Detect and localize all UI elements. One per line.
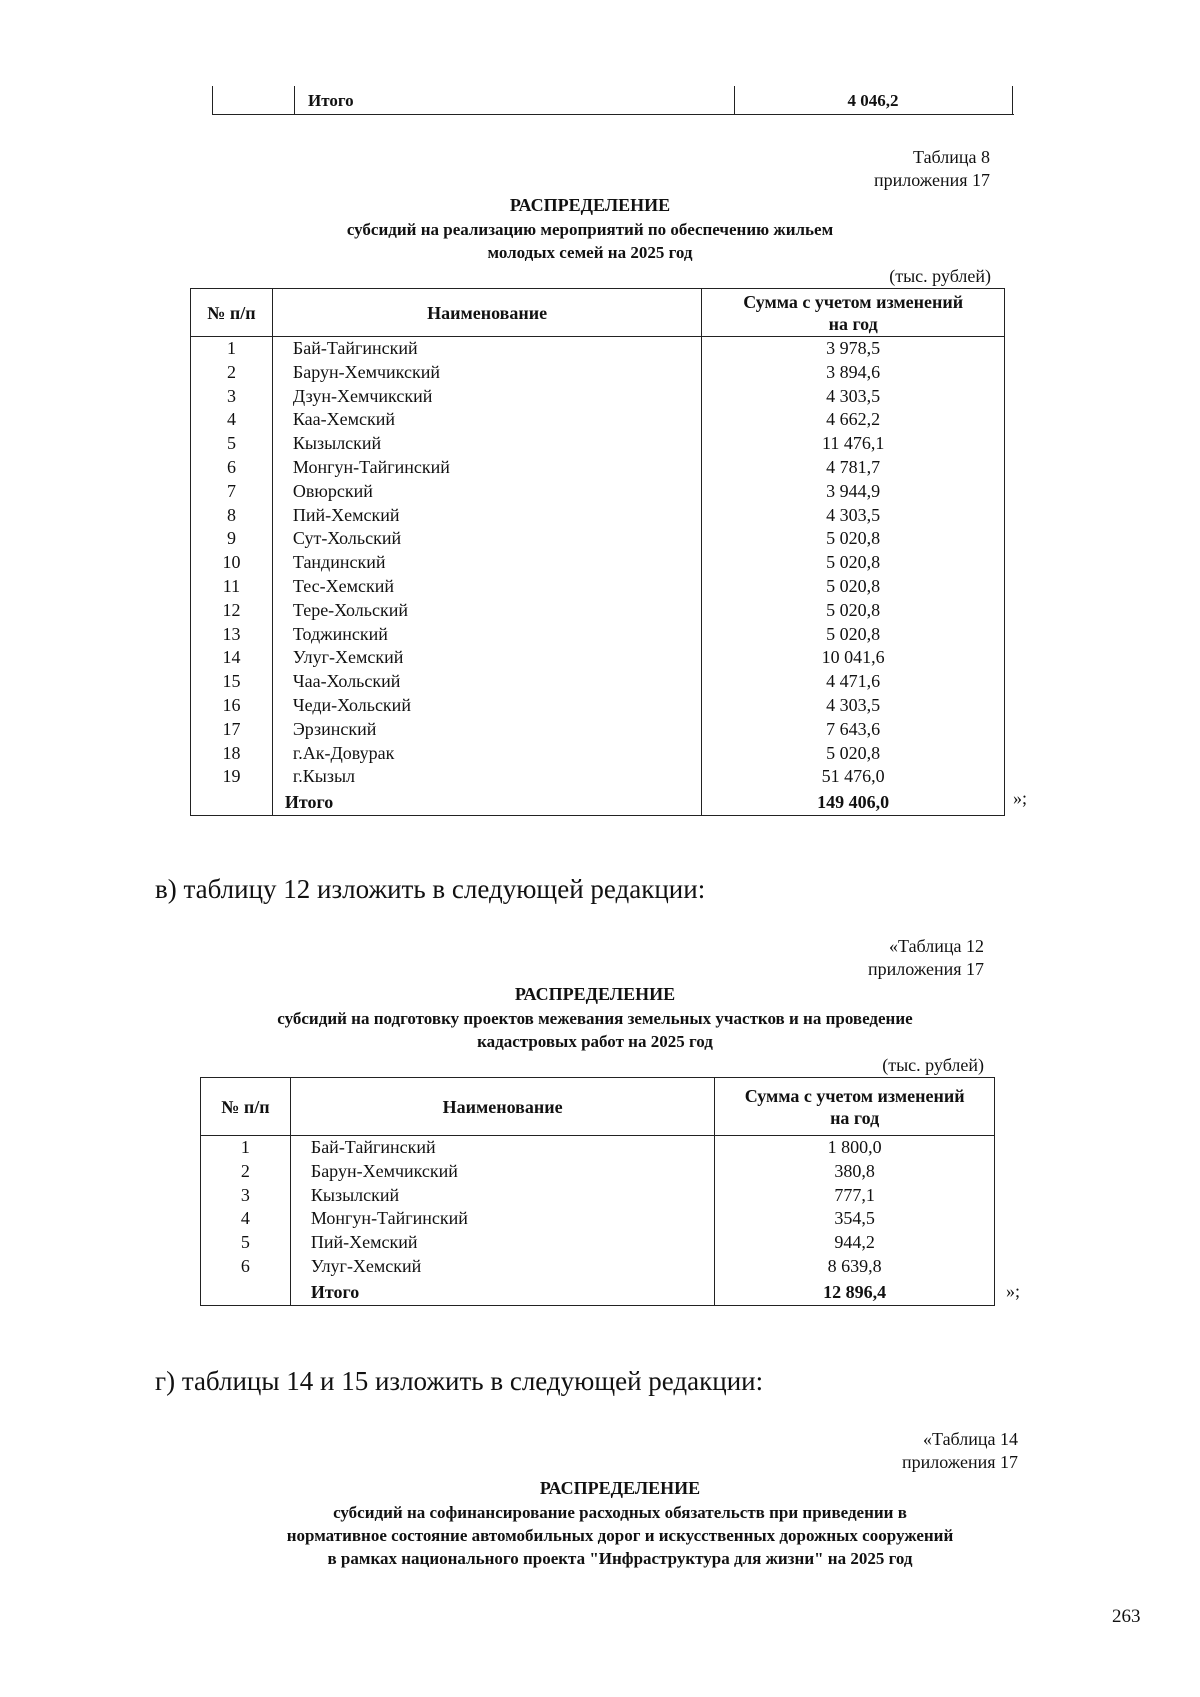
table-row	[201, 1160, 995, 1184]
district-name: Монгун-Тайгинский	[290, 1207, 714, 1231]
row-amount: 4 662,2	[702, 408, 1005, 432]
district-name: Чеди-Хольский	[272, 694, 701, 718]
row-amount: 5 020,8	[702, 742, 1005, 766]
col-divider	[1012, 86, 1013, 114]
previous-table-total-row	[212, 86, 1014, 115]
row-number: 1	[201, 1136, 291, 1160]
table-row	[191, 694, 1005, 718]
row-number: 10	[191, 551, 273, 575]
district-name: Овюрский	[272, 480, 701, 504]
district-name: Улуг-Хемский	[272, 646, 701, 670]
row-number: 1	[191, 337, 273, 361]
row-number: 19	[191, 765, 273, 789]
table12-unit: (тыс. рублей)	[882, 1055, 984, 1075]
paragraph-g: г) таблицы 14 и 15 изложить в следующей редакции:	[155, 1366, 764, 1396]
table14-subtitle-line1: субсидий на софинансирование расходных обязательств при приведении в	[333, 1503, 907, 1522]
district-name: Пий-Хемский	[272, 504, 701, 528]
row-amount: 5 020,8	[702, 575, 1005, 599]
row-number: 4	[201, 1207, 291, 1231]
table8	[190, 288, 1005, 816]
district-name: Тес-Хемский	[272, 575, 701, 599]
row-number: 8	[191, 504, 273, 528]
row-amount: 4 303,5	[702, 504, 1005, 528]
table-row	[191, 765, 1005, 789]
table-row	[201, 1207, 995, 1231]
row-amount: 4 781,7	[702, 456, 1005, 480]
table-row	[191, 527, 1005, 551]
row-number: 9	[191, 527, 273, 551]
row-number: 15	[191, 670, 273, 694]
row-amount: 8 639,8	[715, 1255, 995, 1279]
table8-ref-line2: приложения 17	[873, 170, 990, 190]
district-name: Пий-Хемский	[290, 1231, 714, 1255]
table14-ref-line2: приложения 17	[901, 1452, 1018, 1472]
table-row	[191, 646, 1005, 670]
row-amount: 3 978,5	[702, 337, 1005, 361]
table8-col-sum-header	[702, 289, 1005, 337]
table14-heading: РАСПРЕДЕЛЕНИЕ	[539, 1478, 701, 1498]
table-row	[191, 361, 1005, 385]
row-amount: 944,2	[715, 1231, 995, 1255]
row-number: 11	[191, 575, 273, 599]
table8-col-sum-line1: Сумма с учетом изменений	[743, 291, 964, 312]
table12-total-label: Итого	[290, 1279, 714, 1306]
page-number: 263	[1112, 1606, 1141, 1627]
row-number: 5	[201, 1231, 291, 1255]
table-row	[201, 1255, 995, 1279]
table-row	[191, 385, 1005, 409]
row-number: 4	[191, 408, 273, 432]
row-number: 13	[191, 623, 273, 647]
table-row	[201, 1136, 995, 1160]
row-amount: 5 020,8	[702, 599, 1005, 623]
district-name: Чаа-Хольский	[272, 670, 701, 694]
row-number: 6	[191, 456, 273, 480]
district-name: Бай-Тайгинский	[290, 1136, 714, 1160]
district-name: Монгун-Тайгинский	[272, 456, 701, 480]
row-amount: 5 020,8	[702, 623, 1005, 647]
row-amount: 11 476,1	[702, 432, 1005, 456]
district-name: Кызылский	[290, 1184, 714, 1208]
table-row	[191, 551, 1005, 575]
table12-closing-quote: »;	[1006, 1281, 1021, 1301]
table14-subtitle-line2: нормативное состояние автомобильных дорог и искусственных дорожных сооружений	[286, 1526, 954, 1545]
row-number: 5	[191, 432, 273, 456]
row-amount: 380,8	[715, 1160, 995, 1184]
table14-subtitle-line3: в рамках национального проекта "Инфраструктура для жизни" на 2025 год	[327, 1549, 913, 1568]
table12-ref-line2: приложения 17	[867, 959, 984, 979]
row-amount: 354,5	[715, 1207, 995, 1231]
table8-heading: РАСПРЕДЕЛЕНИЕ	[509, 195, 671, 215]
row-amount: 51 476,0	[702, 765, 1005, 789]
table8-total-label: Итого	[272, 789, 701, 816]
col-divider	[212, 86, 213, 114]
row-number: 2	[191, 361, 273, 385]
table12-col-name-header: Наименование	[290, 1078, 714, 1136]
district-name: г.Ак-Довурак	[272, 742, 701, 766]
table-row	[191, 337, 1005, 361]
table-row	[191, 718, 1005, 742]
table12-subtitle-line2: кадастровых работ на 2025 год	[477, 1032, 713, 1051]
row-number: 18	[191, 742, 273, 766]
table-row	[201, 1231, 995, 1255]
district-name: Кызылский	[272, 432, 701, 456]
table-row	[191, 408, 1005, 432]
table12-col-sum-header	[715, 1078, 995, 1136]
table8-ref-line1: Таблица 8	[913, 147, 990, 167]
row-amount: 4 303,5	[702, 694, 1005, 718]
row-amount: 7 643,6	[702, 718, 1005, 742]
district-name: Дзун-Хемчикский	[272, 385, 701, 409]
table-row	[191, 575, 1005, 599]
row-amount: 10 041,6	[702, 646, 1005, 670]
table-row	[191, 456, 1005, 480]
paragraph-v: в) таблицу 12 изложить в следующей редакции:	[155, 874, 706, 904]
row-number: 6	[201, 1255, 291, 1279]
row-amount: 5 020,8	[702, 551, 1005, 575]
table8-col-num-header: № п/п	[191, 289, 273, 337]
table8-col-sum-line2: на год	[828, 313, 878, 334]
row-amount: 5 020,8	[702, 527, 1005, 551]
district-name: Барун-Хемчикский	[272, 361, 701, 385]
table8-subtitle-line2: молодых семей на 2025 год	[487, 243, 693, 262]
district-name: Бай-Тайгинский	[272, 337, 701, 361]
district-name: Эрзинский	[272, 718, 701, 742]
table-row	[191, 504, 1005, 528]
row-amount: 4 303,5	[702, 385, 1005, 409]
row-number: 3	[201, 1184, 291, 1208]
row-number: 3	[191, 385, 273, 409]
row-number: 7	[191, 480, 273, 504]
table8-closing-quote: »;	[1013, 788, 1028, 808]
district-name: Тере-Хольский	[272, 599, 701, 623]
table12	[200, 1077, 995, 1306]
district-name: г.Кызыл	[272, 765, 701, 789]
table-row	[191, 480, 1005, 504]
row-amount: 4 471,6	[702, 670, 1005, 694]
table12-total-value: 12 896,4	[715, 1279, 995, 1306]
table14-ref-line1: «Таблица 14	[923, 1429, 1018, 1449]
table8-unit: (тыс. рублей)	[889, 266, 991, 286]
table-row	[191, 432, 1005, 456]
row-amount: 3 894,6	[702, 361, 1005, 385]
table12-total-empty	[201, 1279, 291, 1306]
row-amount: 1 800,0	[715, 1136, 995, 1160]
table-row	[191, 599, 1005, 623]
row-number: 12	[191, 599, 273, 623]
table12-col-num-header: № п/п	[201, 1078, 291, 1136]
district-name: Барун-Хемчикский	[290, 1160, 714, 1184]
table12-col-sum-line2: на год	[830, 1107, 880, 1128]
table12-ref-line1: «Таблица 12	[889, 936, 984, 956]
district-name: Улуг-Хемский	[290, 1255, 714, 1279]
table8-total-value: 149 406,0	[702, 789, 1005, 816]
row-number: 16	[191, 694, 273, 718]
table-row	[191, 670, 1005, 694]
table-row	[191, 742, 1005, 766]
previous-total-label: Итого	[308, 91, 354, 110]
col-divider	[294, 86, 295, 114]
table-row	[201, 1184, 995, 1208]
table8-subtitle-line1: субсидий на реализацию мероприятий по обеспечению жильем	[346, 220, 834, 239]
row-amount: 777,1	[715, 1184, 995, 1208]
table8-col-name-header: Наименование	[272, 289, 701, 337]
row-number: 14	[191, 646, 273, 670]
district-name: Тандинский	[272, 551, 701, 575]
table12-subtitle-line1: субсидий на подготовку проектов межевания земельных участков и на проведение	[277, 1009, 913, 1028]
row-number: 17	[191, 718, 273, 742]
table8-total-empty	[191, 789, 273, 816]
district-name: Тоджинский	[272, 623, 701, 647]
table-row	[191, 623, 1005, 647]
district-name: Каа-Хемский	[272, 408, 701, 432]
table12-col-sum-line1: Сумма с учетом изменений	[744, 1085, 965, 1106]
row-amount: 3 944,9	[702, 480, 1005, 504]
table12-heading: РАСПРЕДЕЛЕНИЕ	[514, 984, 676, 1004]
row-number: 2	[201, 1160, 291, 1184]
district-name: Сут-Хольский	[272, 527, 701, 551]
previous-total-value: 4 046,2	[847, 91, 899, 110]
